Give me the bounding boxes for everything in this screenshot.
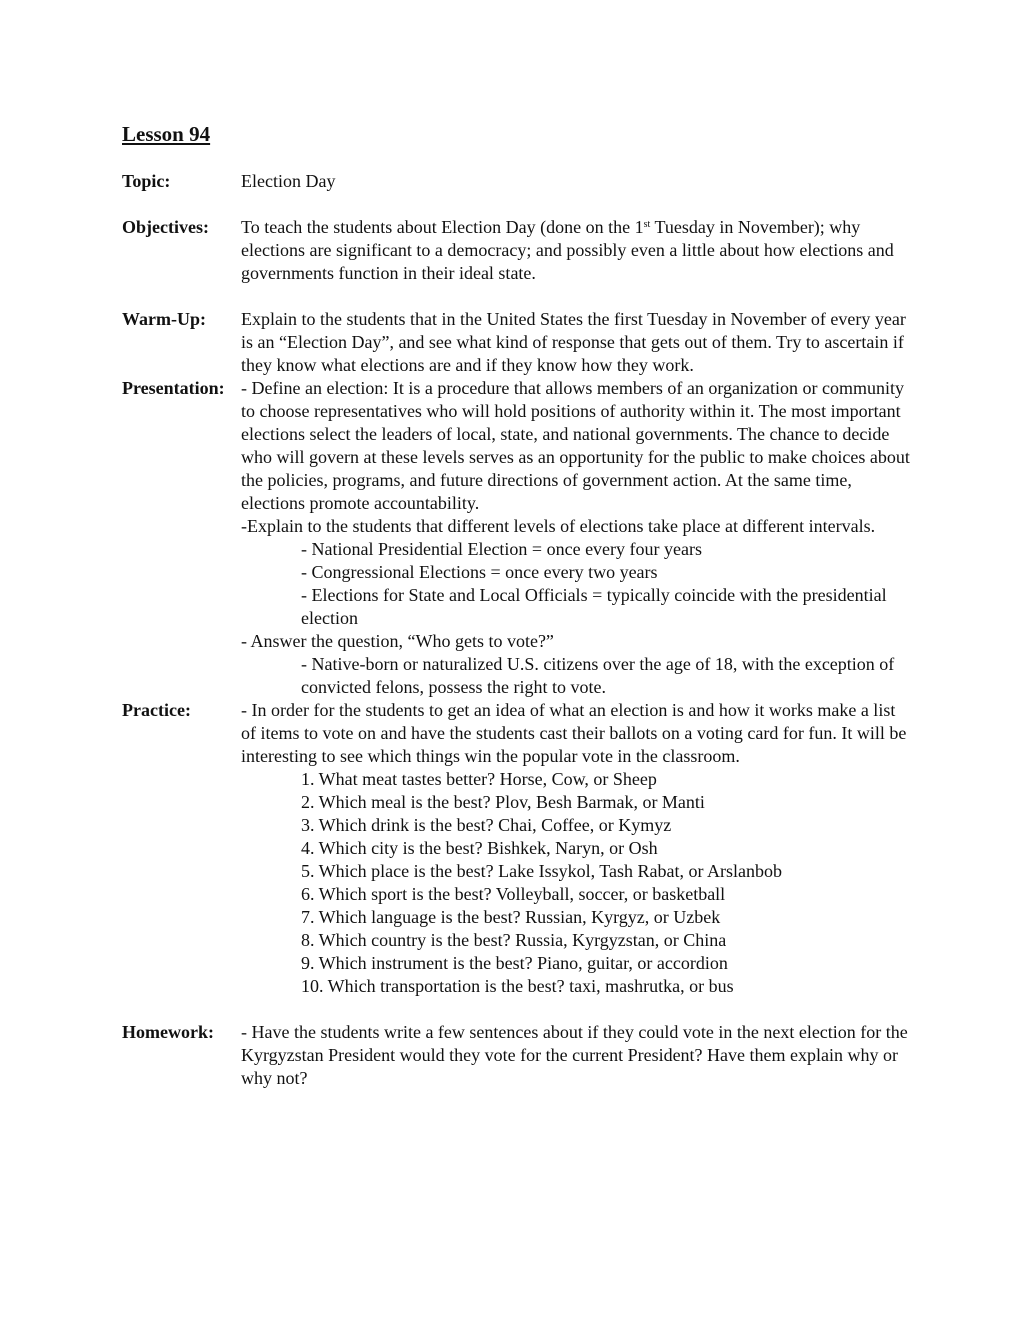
objectives-text xyxy=(241,216,912,285)
vote-list-item: 3. Which drink is the best? Chai, Coffee, or Kymyz xyxy=(301,815,672,835)
vote-list-item: 4. Which city is the best? Bishkek, Naryn, or Osh xyxy=(301,838,658,858)
practice-intro: - In order for the students to get an idea of what an election is and how it works make a list of items to vote on and have the students cast their ballots on a voting card for fun. It will be interesting to see which things win the popular vote in the classroom. xyxy=(241,700,907,766)
objectives-text-start: To teach the students about Election Day (done on the 1 xyxy=(241,217,644,237)
presentation-label: Presentation: xyxy=(122,378,225,398)
presentation-definition: - Define an election: It is a procedure that allows members of an organization or community to choose representatives who will hold positions of authority within it. The most important elections select the leaders of local, state, and national governments. The chance to decide who will govern at these levels serves as an opportunity for the public to make choices about the policies, programs, and future directions of government action. At the same time, elections promote accountability. xyxy=(241,378,910,513)
homework-section xyxy=(122,1021,912,1090)
lesson-page xyxy=(122,120,912,1090)
warmup-text: Explain to the students that in the United States the first Tuesday in November of every year is an “Election Day”, and see what kind of response that gets out of them. Try to ascertain if they know what elections are and if they know how they work. xyxy=(241,309,906,375)
topic-label: Topic: xyxy=(122,171,171,191)
homework-label: Homework: xyxy=(122,1022,214,1042)
vote-list-item: 7. Which language is the best? Russian, Kyrgyz, or Uzbek xyxy=(301,907,721,927)
ordinal-superscript: st xyxy=(643,219,651,230)
homework-text: - Have the students write a few sentences about if they could vote in the next election for the Kyrgyzstan President would they vote for the current President? Have them explain why or why not? xyxy=(241,1022,908,1088)
presentation-section xyxy=(122,377,912,699)
warmup-label: Warm-Up: xyxy=(122,309,206,329)
vote-list-item: 9. Which instrument is the best? Piano, guitar, or accordion xyxy=(301,953,728,973)
section-spacer xyxy=(122,193,912,216)
election-level-item: - Elections for State and Local Officials = typically coincide with the presidential election xyxy=(301,585,887,628)
section-spacer xyxy=(122,998,912,1021)
vote-list-item: 6. Which sport is the best? Volleyball, soccer, or basketball xyxy=(301,884,726,904)
practice-content xyxy=(241,699,912,998)
vote-answer: - Native-born or naturalized U.S. citizens over the age of 18, with the exception of convicted felons, possess the right to vote. xyxy=(301,654,895,697)
practice-label: Practice: xyxy=(122,700,191,720)
vote-list-item: 5. Which place is the best? Lake Issykol, Tash Rabat, or Arslanbob xyxy=(301,861,782,881)
vote-list-item: 10. Which transportation is the best? taxi, mashrutka, or bus xyxy=(301,976,734,996)
objectives-section xyxy=(122,216,912,285)
topic-section xyxy=(122,170,912,193)
warmup-section xyxy=(122,308,912,377)
vote-list-item: 1. What meat tastes better? Horse, Cow, or Sheep xyxy=(301,769,657,789)
practice-section xyxy=(122,699,912,998)
lesson-title: Lesson 94 xyxy=(122,122,211,146)
objectives-label: Objectives: xyxy=(122,217,209,237)
election-level-item: - National Presidential Election = once every four years xyxy=(301,539,703,559)
election-level-item: - Congressional Elections = once every two years xyxy=(301,562,658,582)
vote-list-item: 2. Which meal is the best? Plov, Besh Barmak, or Manti xyxy=(301,792,705,812)
presentation-levels-intro: -Explain to the students that different levels of elections take place at different intervals. xyxy=(241,516,876,536)
section-spacer xyxy=(122,285,912,308)
topic-text: Election Day xyxy=(241,171,336,191)
vote-list-item: 8. Which country is the best? Russia, Kyrgyzstan, or China xyxy=(301,930,727,950)
objectives-text-end: Tuesday in November); why elections are significant to a democracy; and possibly even a little about how elections and governments function in their ideal state. xyxy=(241,217,894,283)
presentation-content xyxy=(241,377,912,699)
vote-question: - Answer the question, “Who gets to vote?” xyxy=(241,631,554,651)
